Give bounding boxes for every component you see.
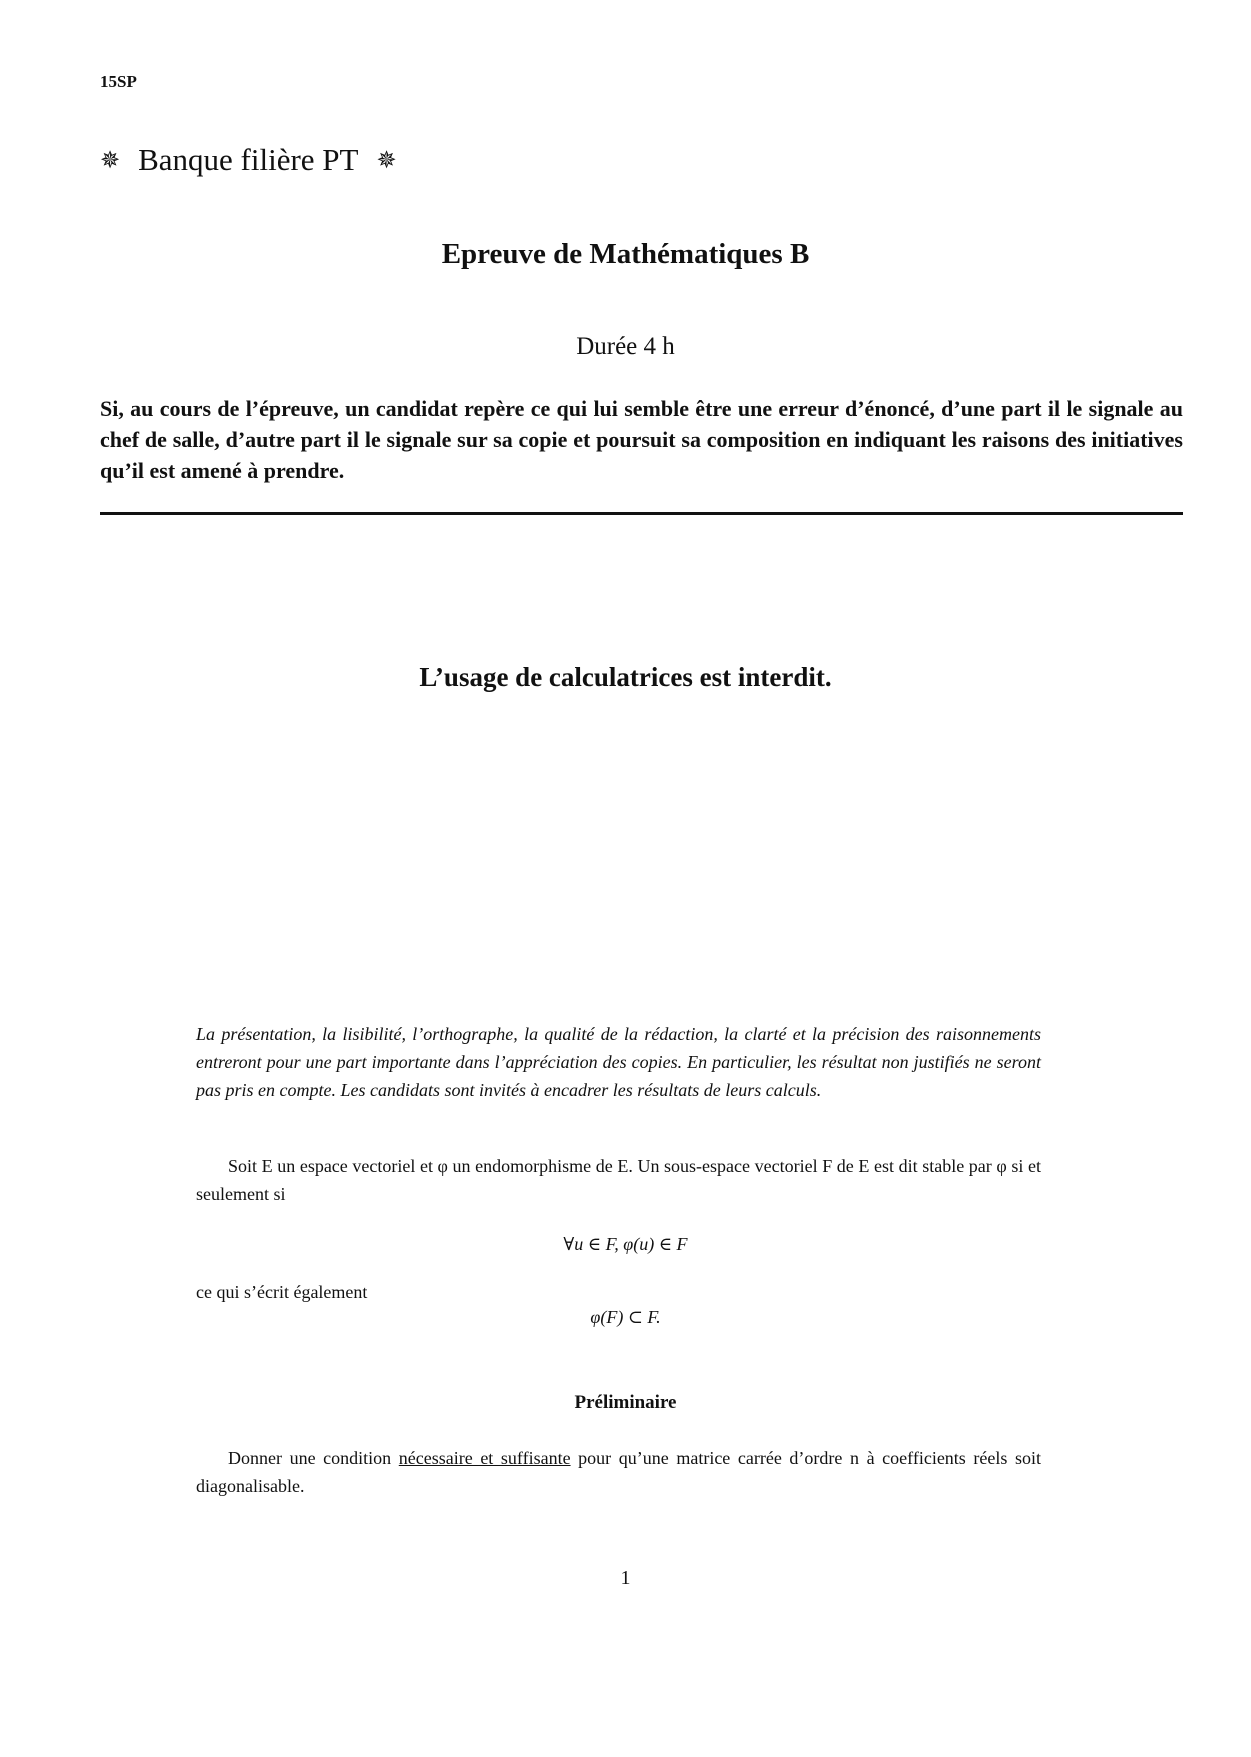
page-number: 1 [620,1567,631,1589]
banque-label: Banque filière PT [138,142,359,177]
question-text-before: Donner une condition [228,1448,399,1468]
exam-title: Epreuve de Mathématiques B [441,238,810,270]
snowflake-icon: ✵ [100,147,121,174]
formula-inclusion: φ(F) ⊂ F. [590,1307,661,1327]
intro-paragraph: La présentation, la lisibilité, l’orthographe, la qualité de la rédaction, la clarté et la précision des raisonnements entreront pour une part importante dans l’appréciation des copies. En particulier, les résultat non justifiés ne seront pas pris en compte. Les candidats sont invités à encadrer les résultats de leurs calculs. [196,1024,1041,1100]
calculator-notice: L’usage de calculatrices est interdit. [419,662,832,692]
banque-header [100,142,397,178]
section-title-preliminaire: Préliminaire [574,1392,677,1413]
definition-paragraph: Soit E un espace vectoriel et φ un endomorphisme de E. Un sous-espace vectoriel F de E est dit stable par φ si et seulement si [196,1156,1041,1204]
divider [100,512,1183,515]
question-text-after: pour qu’une matrice carrée d’ordre n à coefficients réels soit diagonalisable. [196,1448,1041,1496]
exam-code: 15SP [100,72,137,91]
formula-connector: ce qui s’écrit également [196,1282,368,1302]
exam-duration: Durée 4 h [576,333,675,360]
question-emphasis: nécessaire et suffisante [398,1448,571,1468]
preliminaire-question [196,1444,1041,1500]
snowflake-icon: ✵ [376,147,397,174]
error-warning: Si, au cours de l’épreuve, un candidat repère ce qui lui semble être une erreur d’énoncé, d’une part il le signale au chef de salle, d’autre part il le signale sur sa copie et poursuit sa composition en indiquant les raisons des initiatives qu’il est amené à prendre. [100,396,1183,483]
formula-stable: ∀u ∈ F, φ(u) ∈ F [563,1234,688,1254]
